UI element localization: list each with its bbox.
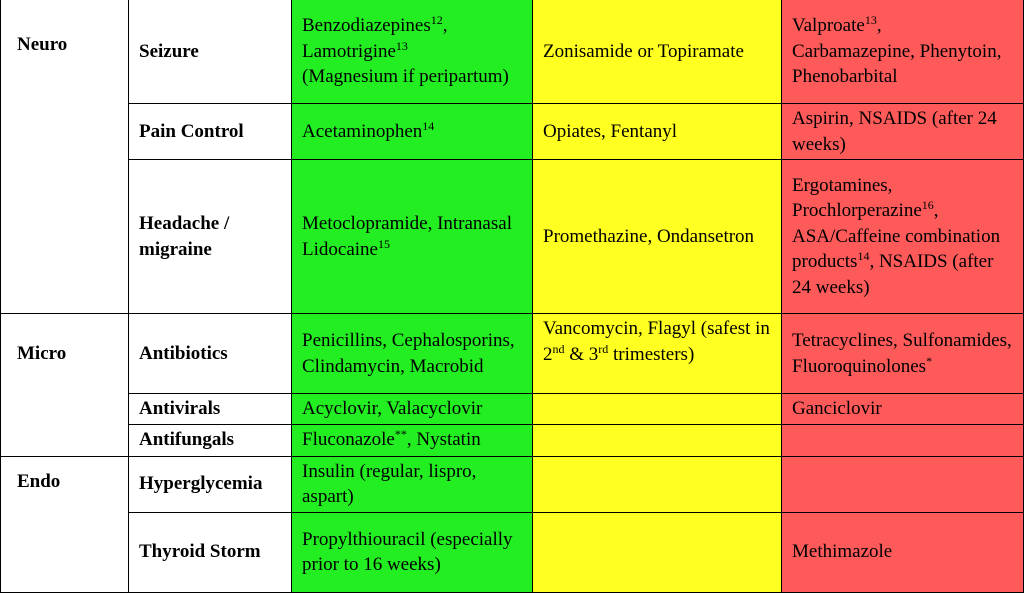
table-row [1, 456, 1024, 512]
avoid-cell: Ganciclovir [782, 394, 1024, 425]
table-row [1, 512, 1024, 592]
safe-cell: Acetaminophen$^{14}$ [292, 104, 533, 160]
avoid-cell: Tetracyclines, Sulfonamides, Fluoroquinolones* [782, 314, 1024, 394]
condition-cell: Antibiotics [129, 314, 292, 394]
condition-cell: Thyroid Storm [129, 512, 292, 592]
avoid-cell: Ergotamines, Prochlorperazine$^{16}$, ASA/Caffeine combination products$^{14}$, NSAIDS (after 24 weeks) [782, 160, 1024, 314]
avoid-cell [782, 456, 1024, 512]
condition-cell: Headache / migraine [129, 160, 292, 314]
system-cell: Endo [1, 456, 129, 592]
table-row [1, 424, 1024, 456]
avoid-cell: Aspirin, NSAIDS (after 24 weeks) [782, 104, 1024, 160]
safe-cell: Metoclopramide, Intranasal Lidocaine$^{15}$ [292, 160, 533, 314]
table-row [1, 394, 1024, 425]
caution-cell: Opiates, Fentanyl [533, 104, 782, 160]
safe-cell: Penicillins, Cephalosporins, Clindamycin, Macrobid [292, 314, 533, 394]
safe-cell: Propylthiouracil (especially prior to 16 weeks) [292, 512, 533, 592]
caution-cell [533, 512, 782, 592]
avoid-cell [782, 424, 1024, 456]
caution-cell [533, 424, 782, 456]
caution-cell: Vancomycin, Flagyl (safest in 2nd & 3rd trimesters) [533, 314, 782, 394]
table-row [1, 314, 1024, 394]
table-row [1, 0, 1024, 104]
avoid-cell: Methimazole [782, 512, 1024, 592]
condition-cell: Antivirals [129, 394, 292, 425]
system-cell: Micro [1, 314, 129, 457]
caution-cell: Zonisamide or Topiramate [533, 0, 782, 104]
caution-cell: Promethazine, Ondansetron [533, 160, 782, 314]
safe-cell: Benzodiazepines$^{12}$, Lamotrigine$^{13}$ (Magnesium if peripartum) [292, 0, 533, 104]
table-row [1, 160, 1024, 314]
system-cell: Neuro [1, 0, 129, 314]
condition-cell: Seizure [129, 0, 292, 104]
caution-cell [533, 456, 782, 512]
safe-cell: Acyclovir, Valacyclovir [292, 394, 533, 425]
safe-cell: Fluconazole**, Nystatin [292, 424, 533, 456]
avoid-cell: Valproate$^{13}$, Carbamazepine, Phenytoin, Phenobarbital [782, 0, 1024, 104]
condition-cell: Antifungals [129, 424, 292, 456]
safe-cell: Insulin (regular, lispro, aspart) [292, 456, 533, 512]
condition-cell: Pain Control [129, 104, 292, 160]
condition-cell: Hyperglycemia [129, 456, 292, 512]
caution-cell [533, 394, 782, 425]
table-row [1, 104, 1024, 160]
